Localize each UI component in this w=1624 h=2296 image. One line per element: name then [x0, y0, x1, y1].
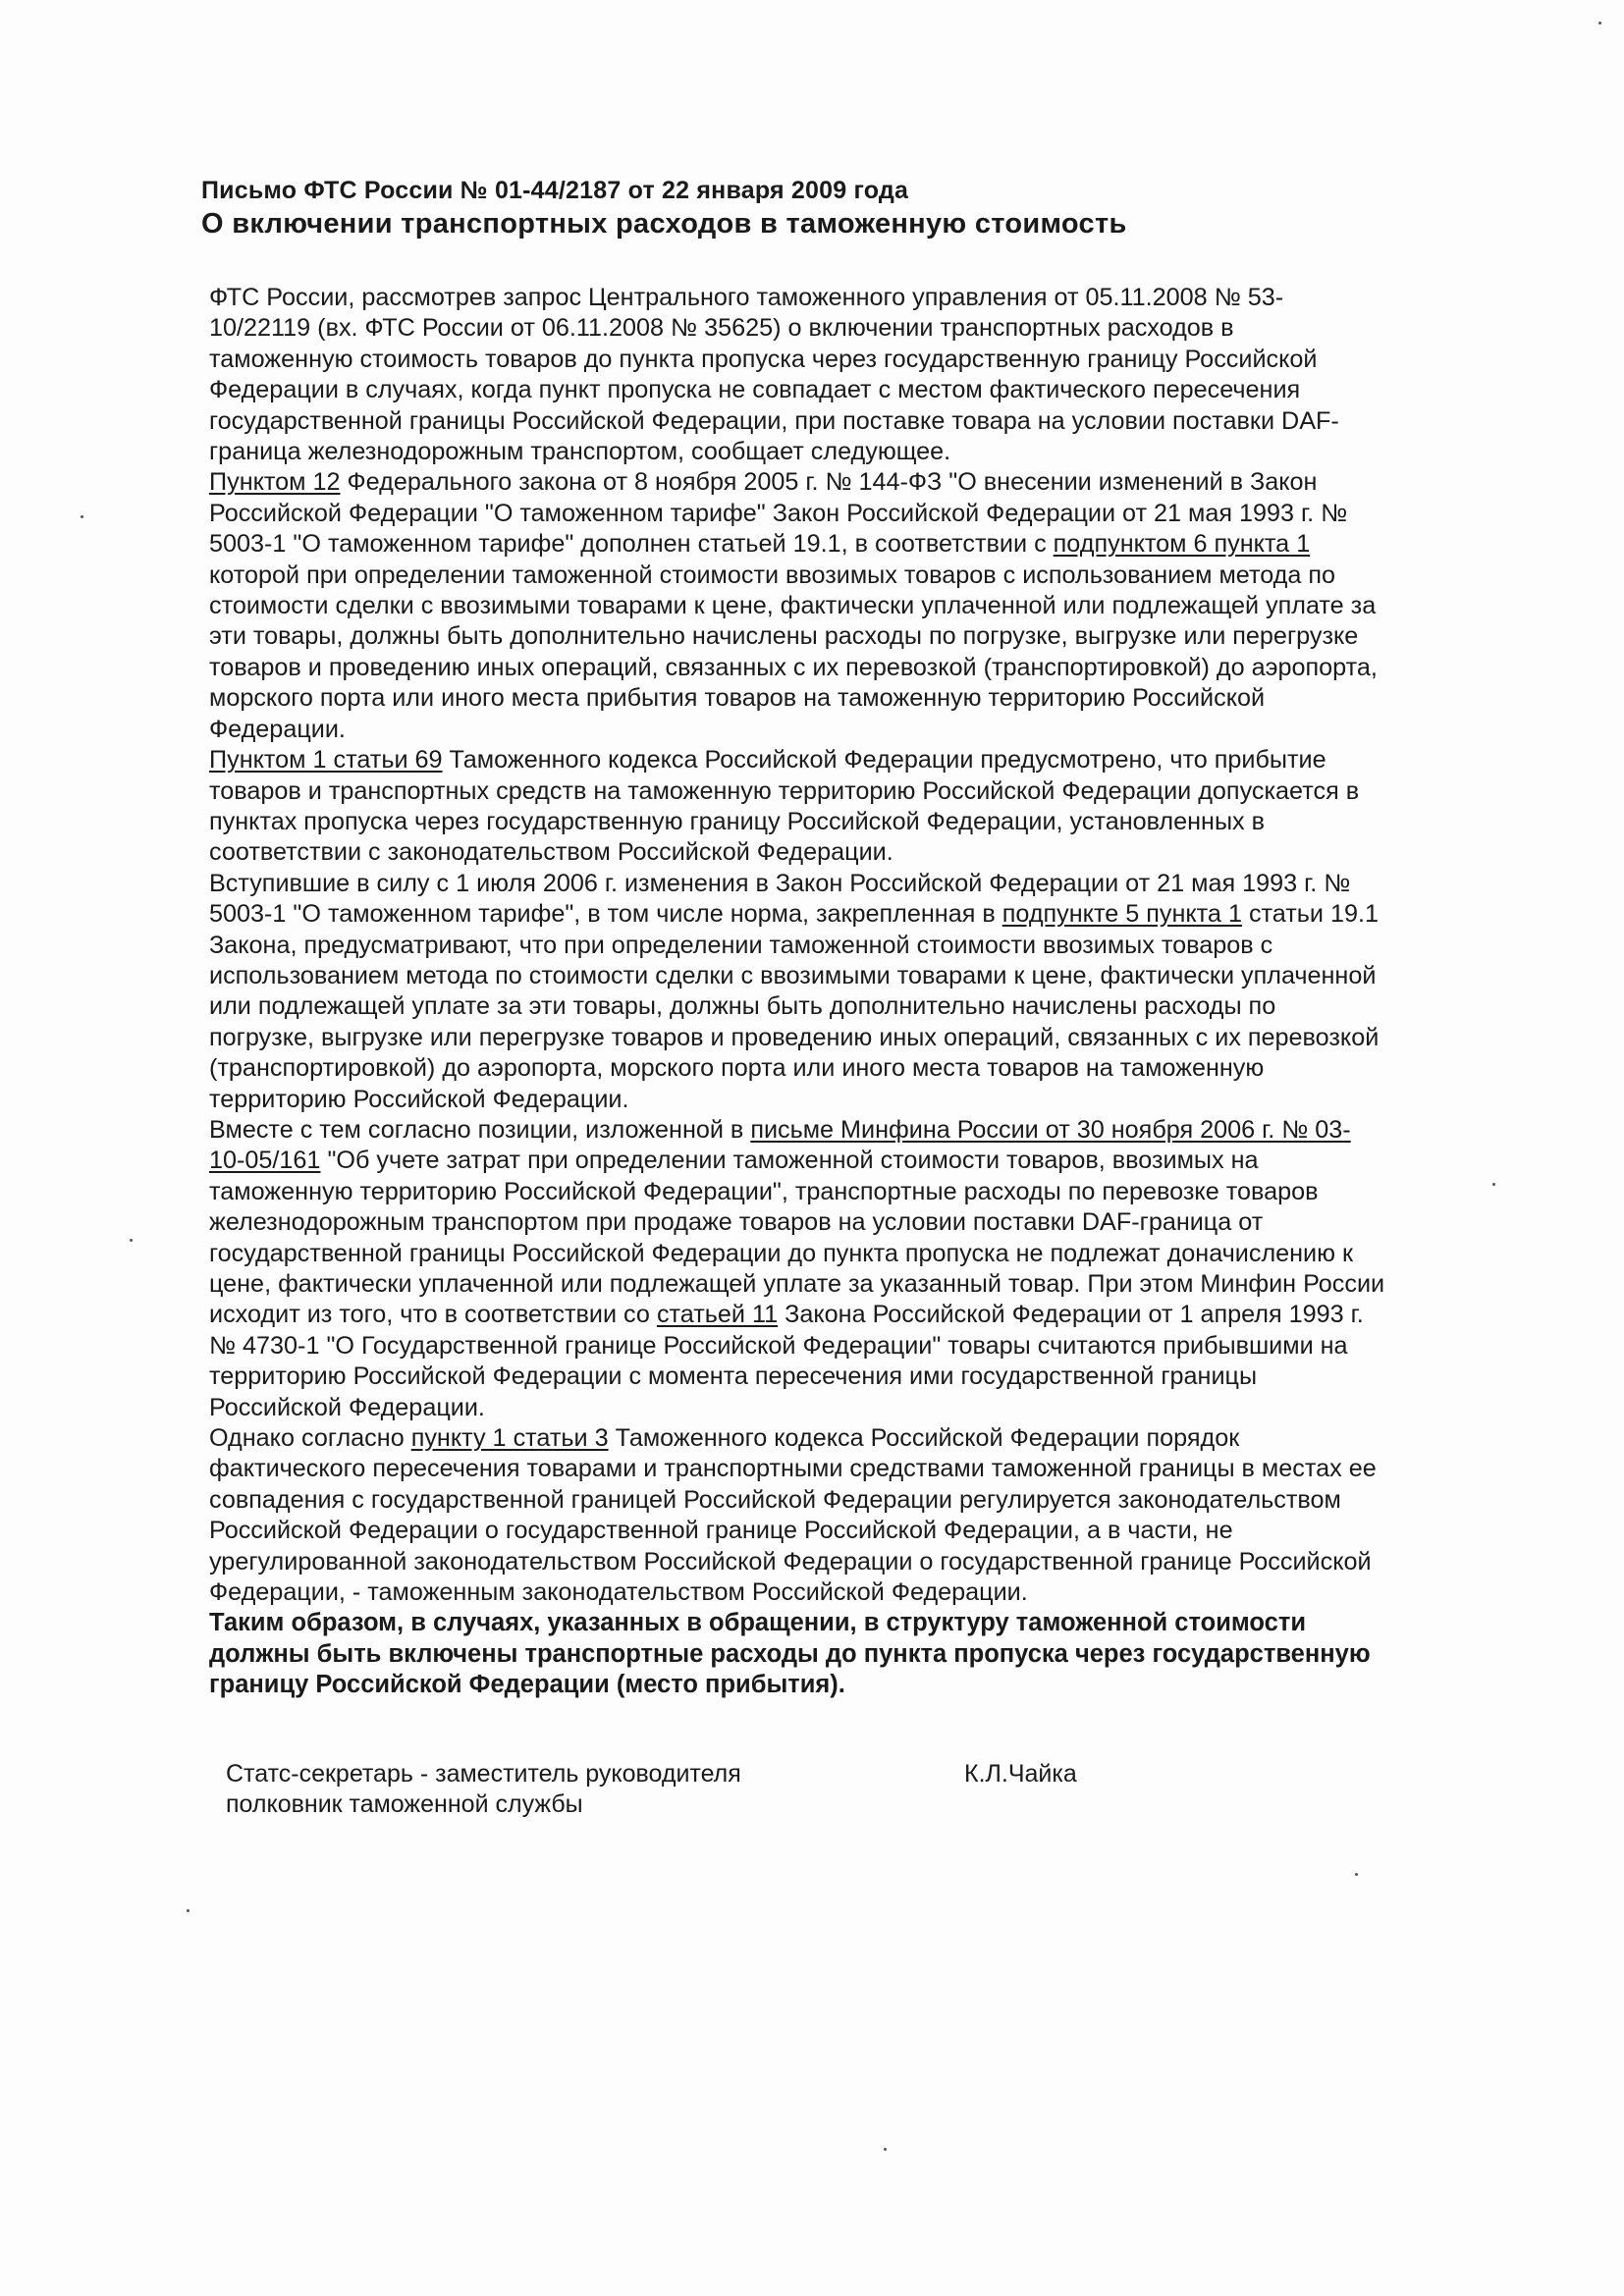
body-text-line: [209, 313, 1515, 344]
body-text-line: [209, 467, 1515, 498]
body-text-segment: Закона, предусматривают, что при определении таможенной стоимости ввозимых товаров с: [209, 931, 1273, 959]
body-text-segment: "Об учете затрат при определении таможенной стоимости товаров, ввозимых на: [320, 1147, 1259, 1175]
body-text-segment: пунктах пропуска через государственную границу Российской Федерации, установленных в: [209, 807, 1266, 835]
body-text-segment: цене, фактически уплаченной или подлежащей уплате за указанный товар. При этом Минфин России: [209, 1270, 1385, 1298]
scan-speck: [884, 2148, 887, 2151]
body-text-line: [209, 1177, 1515, 1207]
body-text-segment: статьи 19.1: [1241, 900, 1380, 929]
body-text-segment: Однако согласно: [209, 1424, 411, 1453]
body-text-segment: стоимости сделки с ввозимыми товарами к цене, фактически уплаченной или подлежащей уплате за: [209, 592, 1377, 620]
body-text-line: [209, 1085, 1515, 1115]
body-text-segment: совпадения с государственной границей Российской Федерации регулируется законодательством: [209, 1485, 1341, 1514]
legal-reference-link[interactable]: Пунктом 12: [209, 468, 341, 497]
body-text-segment: 5003-1 "О таможенном тарифе" дополнен статьей 19.1, в соответствии с: [209, 530, 1054, 559]
body-text-segment: Российской Федерации о государственной границе Российской Федерации, а в части, не: [209, 1517, 1233, 1545]
body-text-segment: исходит из того, что в соответствии со: [209, 1301, 657, 1329]
legal-reference-link[interactable]: пункту 1 статьи 3: [410, 1424, 609, 1453]
body-text-line: [209, 621, 1515, 652]
body-text-segment: товаров и транспортных средств на таможенную территорию Российской Федерации допускается в: [209, 776, 1360, 805]
letter-reference-title: Письмо ФТС России № 01-44/2187 от 22 января 2009 года: [201, 177, 909, 204]
body-text-segment: эти товары, должны быть дополнительно начислены расходы по погрузке, выгрузке или перегрузке: [209, 622, 1359, 651]
body-text-segment: которой при определении таможенной стоимости ввозимых товаров с использованием метода по: [209, 561, 1336, 589]
body-text-segment: Федерации в случаях, когда пункт пропуска не совпадает с местом фактического пересечения: [209, 376, 1301, 404]
body-text-segment: соответствии с законодательством Российской Федерации.: [209, 838, 893, 867]
signatory-rank-line: полковник таможенной службы: [226, 1790, 583, 1818]
body-text-line: [209, 1331, 1515, 1362]
body-text-segment: Вместе с тем согласно позиции, изложенной в: [209, 1115, 751, 1144]
body-text-segment: должны быть включены транспортные расходы до пункта пропуска через государственную: [209, 1639, 1371, 1668]
body-text-line: [209, 1423, 1515, 1454]
scan-speck: [1492, 1183, 1495, 1186]
body-text-line: [209, 807, 1515, 837]
body-text-segment: или подлежащей уплате за эти товары, должны быть дополнительно начислены расходы по: [209, 992, 1276, 1021]
body-text-line: [209, 1577, 1515, 1608]
body-text-line: [209, 776, 1515, 807]
scan-speck: [1355, 1873, 1358, 1876]
legal-reference-link[interactable]: подпункте 5 пункта 1: [1001, 900, 1242, 929]
body-text-segment: Вступившие в силу с 1 июля 2006 г. изменения в Закон Российской Федерации от 21 мая 1993 г. №: [209, 869, 1351, 897]
body-text-segment: использованием метода по стоимости сделки с ввозимыми товарами к цене, фактически уплаченной: [209, 961, 1377, 989]
body-text-segment: ФТС России, рассмотрев запрос Центрального таможенного управления от 05.11.2008 № 53-: [209, 284, 1284, 311]
body-text-line: [209, 1115, 1515, 1146]
body-text-segment: границу Российской Федерации (место прибытия).: [209, 1671, 845, 1699]
body-text-segment: урегулированной законодательством Российской Федерации о государственной границе Российской: [209, 1547, 1372, 1575]
legal-reference-link[interactable]: статьей 11: [656, 1301, 779, 1329]
body-text-line: [209, 375, 1515, 405]
legal-reference-link[interactable]: подпунктом 6 пункта 1: [1053, 530, 1311, 559]
body-text-line: [209, 1207, 1515, 1238]
body-text-segment: Федерации, - таможенным законодательством Российской Федерации.: [209, 1578, 1028, 1607]
body-text-segment: государственной границы Российской Федерации, при поставке товара на условии поставки DAF-: [209, 406, 1339, 435]
body-text-line: [209, 1239, 1515, 1269]
body-text-line: [209, 1454, 1515, 1484]
body-text-line: [209, 1146, 1515, 1176]
body-text-line: [209, 1516, 1515, 1546]
body-text-line: [209, 1393, 1515, 1423]
body-text-line: [209, 345, 1515, 375]
body-text-line: [209, 529, 1515, 560]
body-text-segment: погрузке, выгрузке или перегрузке товаров и проведению иных операций, связанных с их перевозкой: [209, 1023, 1380, 1051]
body-text-segment: железнодорожным транспортом при продаже товаров на условии поставки DAF-граница от: [209, 1208, 1264, 1237]
body-text-line: [209, 406, 1515, 437]
body-text-segment: № 4730-1 "О Государственной границе Российской Федерации" товары считаются прибывшими на: [209, 1331, 1348, 1360]
body-text-line: [209, 869, 1515, 899]
body-text-line: [209, 1362, 1515, 1392]
body-text-segment: территорию Российской Федерации с момента пересечения ими государственной границы: [209, 1362, 1258, 1391]
signatory-position: [226, 1759, 741, 1820]
body-text-segment: товаров и проведению иных операций, связанных с их перевозкой (транспортировкой) до аэропорта,: [209, 653, 1378, 681]
body-text-line: [209, 653, 1515, 683]
body-text-line: [209, 499, 1515, 529]
body-text-line: [209, 1485, 1515, 1516]
body-text-line: [209, 283, 1515, 313]
body-text-line: [209, 837, 1515, 868]
body-text-segment: государственной границы Российской Федерации до пункта пропуска не подлежат доначислению к: [209, 1239, 1354, 1267]
body-text-line: [209, 1300, 1515, 1330]
body-text-line: [209, 561, 1515, 591]
body-text-segment: Российской Федерации.: [209, 1393, 485, 1421]
body-text-line: [209, 1608, 1515, 1638]
body-text-line: [209, 991, 1515, 1022]
body-text-line: [209, 1547, 1515, 1577]
scan-speck: [1598, 22, 1601, 25]
body-text-segment: таможенную стоимость товаров до пункта пропуска через государственную границу Российской: [209, 345, 1318, 373]
body-text-line: [209, 961, 1515, 991]
legal-reference-link[interactable]: письме Минфина России от 30 ноября 2006 г. № 03-: [750, 1115, 1351, 1144]
body-text-segment: (транспортировкой) до аэропорта, морского порта или иного места товаров на таможенную: [209, 1054, 1265, 1083]
body-text-line: [209, 1023, 1515, 1053]
body-text-segment: Таможенного кодекса Российской Федерации порядок: [608, 1424, 1240, 1453]
body-text-line: [209, 931, 1515, 961]
body-text-line: [209, 899, 1515, 930]
legal-reference-link[interactable]: Пунктом 1 статьи 69: [209, 746, 443, 774]
body-text-segment: фактического пересечения товарами и транспортными средствами таможенной границы в местах ее: [209, 1455, 1377, 1483]
body-text-segment: Таким образом, в случаях, указанных в обращении, в структуру таможенной стоимости: [209, 1609, 1306, 1637]
body-text-segment: Закона Российской Федерации от 1 апреля 1993 г.: [778, 1301, 1364, 1329]
scan-speck: [130, 1239, 133, 1242]
scan-speck: [81, 515, 83, 518]
body-text-segment: морского порта или иного места прибытия товаров на таможенную территорию Российской: [209, 684, 1266, 713]
body-text-segment: территорию Российской Федерации.: [209, 1085, 629, 1113]
body-text-segment: Таможенного кодекса Российской Федерации предусмотрено, что прибытие: [442, 746, 1326, 774]
body-text-segment: 5003-1 "О таможенном тарифе", в том числе норма, закрепленная в: [209, 900, 1002, 929]
body-text-line: [209, 683, 1515, 714]
scan-speck: [187, 1909, 189, 1912]
body-text-line: [209, 591, 1515, 621]
legal-reference-link[interactable]: 10-05/161: [209, 1147, 321, 1175]
letter-body: [209, 283, 1515, 1701]
body-text-segment: Федерального закона от 8 ноября 2005 г. № 144-ФЗ "О внесении изменений в Закон: [340, 468, 1318, 497]
body-text-line: [209, 1269, 1515, 1300]
signatory-position-line: Статс-секретарь - заместитель руководителя: [226, 1760, 741, 1788]
body-text-segment: Федерации.: [209, 715, 346, 743]
body-text-line: [209, 1670, 1515, 1700]
body-text-segment: Российской Федерации "О таможенном тарифе" Закон Российской Федерации от 21 мая 1993 г. №: [209, 499, 1348, 527]
body-text-line: [209, 1053, 1515, 1084]
body-text-segment: граница железнодорожным транспортом, сообщает следующее.: [209, 438, 951, 466]
body-text-segment: таможенную территорию Российской Федерации", транспортные расходы по перевозке товаров: [209, 1177, 1319, 1205]
letter-subject-title: О включении транспортных расходов в таможенную стоимость: [201, 208, 1127, 240]
body-text-line: [209, 745, 1515, 775]
signatory-name: К.Л.Чайка: [964, 1760, 1077, 1788]
body-text-line: [209, 715, 1515, 745]
body-text-line: [209, 437, 1515, 467]
body-text-segment: 10/22119 (вх. ФТС России от 06.11.2008 № 35625) о включении транспортных расходов в: [209, 314, 1234, 343]
body-text-line: [209, 1639, 1515, 1670]
